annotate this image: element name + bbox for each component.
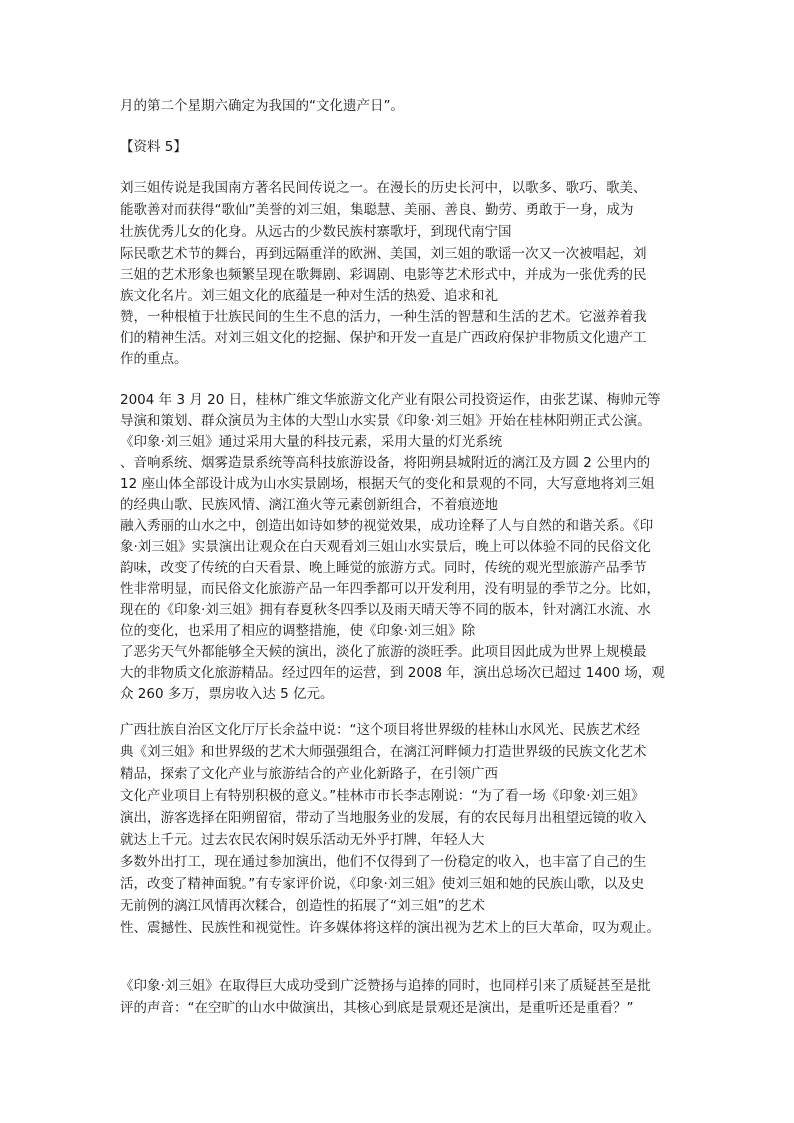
paragraph-2-line: 12 座山体全部设计成为山水实景剧场，根据天气的变化和景观的不同，大写意地将刘三姐 xyxy=(120,476,655,492)
paragraph-1-line: 刘三姐传说是我国南方著名民间传说之一。在漫长的历史长河中，以歌多、歌巧、歌美、 xyxy=(120,180,647,196)
paragraph-2-line: 象·刘三姐》实景演出让观众在白天观看刘三姐山水实景后，晚上可以体验不同的民俗文化 xyxy=(120,539,651,555)
paragraph-1-line: 作的重点。 xyxy=(120,351,188,367)
intro-line: 月的第二个星期六确定为我国的“文化遗产日”。 xyxy=(120,98,404,114)
paragraph-2-line: 《印象·刘三姐》通过采用大量的科技元素，采用大量的灯光系统 xyxy=(120,434,503,450)
paragraph-3-line: 无前例的漓江风情再次糅合，创造性的拓展了“刘三姐”的艺术 xyxy=(120,898,485,914)
paragraph-1-line: 族文化名片。刘三姐文化的底蕴是一种对生活的热爱、追求和礼 xyxy=(120,288,498,304)
paragraph-2-line: 众 260 多万，票房收入达 5 亿元。 xyxy=(120,686,334,702)
paragraph-1-line: 壮族优秀儿女的化身。从远古的少数民族村寨歌圩，到现代南宁国 xyxy=(120,224,512,240)
paragraph-2-line: 、音响系统、烟雾造景系统等高科技旅游设备，将阳朔县城附近的漓江及方圆 2 公里内的 xyxy=(120,455,651,471)
paragraph-1-line: 际民歌艺术节的舞台，再到远隔重洋的欧洲、美国，刘三姐的歌谣一次又一次被唱起，刘 xyxy=(120,246,647,262)
paragraph-2-line: 导演和策划、群众演员为主体的大型山水实景《印象·刘三姐》开始在桂林阳朔正式公演。 xyxy=(120,413,651,429)
paragraph-2-line: 位的变化，也采用了相应的调整措施，使《印象·刘三姐》除 xyxy=(120,623,476,639)
paragraph-2-line: 融入秀丽的山水之中，创造出如诗如梦的视觉效果，成功诠释了人与自然的和谐关系。《印 xyxy=(120,518,654,534)
paragraph-3-line: 演出，游客选择在阳朔留宿，带动了当地服务业的发展，有的农民每月出租望远镜的收入 xyxy=(120,810,647,826)
paragraph-2-line: 的经典山歌、民族风情、漓江渔火等元素创新组合，不着痕迹地 xyxy=(120,497,498,513)
paragraph-2-line: 了恶劣天气外都能够全天候的演出，淡化了旅游的淡旺季。此项目因此成为世界上规模最 xyxy=(120,644,647,660)
paragraph-1-line: 赞，一种根植于壮族民间的生生不息的活力，一种生活的智慧和生活的艺术。它滋养着我 xyxy=(120,309,647,325)
paragraph-3-line: 性、震撼性、民族性和视觉性。许多媒体将这样的演出视为艺术上的巨大革命，叹为观止。 xyxy=(120,920,660,936)
paragraph-1-line: 能歌善对而获得“歌仙”美誉的刘三姐，集聪慧、美丽、善良、勤劳、勇敢于一身，成为 xyxy=(120,202,634,218)
paragraph-4-line: 《印象·刘三姐》在取得巨大成功受到广泛赞扬与追捧的同时，也同样引来了质疑甚至是批 xyxy=(120,978,651,994)
paragraph-3-line: 广西壮族自治区文化厅厅长余益中说：“这个项目将世界级的桂林山水风光、民族艺术经 xyxy=(120,722,640,738)
paragraph-3-line: 精品，探索了文化产业与旅游结合的产业化新路子，在引领广西 xyxy=(120,766,498,782)
paragraph-3-line: 典《刘三姐》和世界级的艺术大师强强组合，在漓江河畔倾力打造世界级的民族文化艺术 xyxy=(120,744,647,760)
paragraph-2-line: 2004 年 3 月 20 日，桂林广维文华旅游文化产业有限公司投资运作，由张艺谋、梅帅元等 xyxy=(120,392,661,408)
paragraph-3-line: 活，改变了精神面貌。”有专家评价说，《印象·刘三姐》使刘三姐和她的民族山歌，以及史 xyxy=(120,876,645,892)
paragraph-4-line: 评的声音：“在空旷的山水中做演出，其核心到底是景观还是演出，是重听还是重看？” xyxy=(120,1000,634,1016)
paragraph-2-line: 现在的《印象·刘三姐》拥有春夏秋冬四季以及雨天晴天等不同的版本，针对漓江水流、水 xyxy=(120,602,651,618)
paragraph-3-line: 就达上千元。过去农民农闲时娱乐活动无外乎打牌，年轻人大 xyxy=(120,832,485,848)
paragraph-1-line: 们的精神生活。对刘三姐文化的挖掘、保护和开发一直是广西政府保护非物质文化遗产工 xyxy=(120,330,647,346)
paragraph-2-line: 性非常明显，而民俗文化旅游产品一年四季都可以开发利用，没有明显的季节之分。比如， xyxy=(120,581,660,597)
paragraph-2-line: 大的非物质文化旅游精品。经过四年的运营，到 2008 年，演出总场次已超过 1400 场，观 xyxy=(120,665,665,681)
section-heading: 【资料 5】 xyxy=(120,139,187,155)
paragraph-1-line: 三姐的艺术形象也频繁呈现在歌舞剧、彩调剧、电影等艺术形式中，并成为一张优秀的民 xyxy=(120,267,647,283)
paragraph-3-line: 多数外出打工，现在通过参加演出，他们不仅得到了一份稳定的收入，也丰富了自己的生 xyxy=(120,854,647,870)
paragraph-3-line: 文化产业项目上有特别积极的意义。”桂林市市长李志刚说：“为了看一场《印象·刘三姐》 xyxy=(120,788,645,804)
paragraph-2-line: 韵味，改变了传统的白天看景、晚上睡觉的旅游方式。同时，传统的观光型旅游产品季节 xyxy=(120,560,647,576)
